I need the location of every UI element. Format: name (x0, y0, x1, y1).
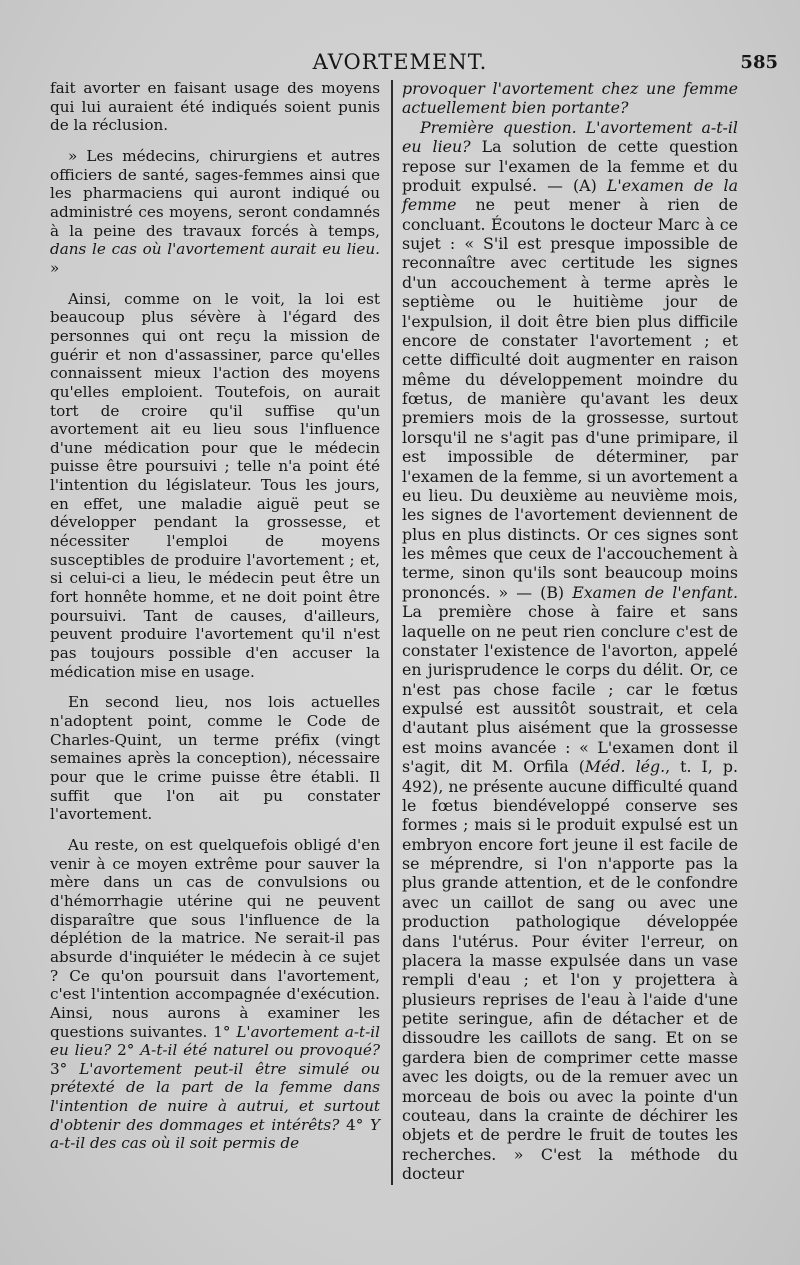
left-column (50, 79, 380, 1153)
paragraph: » Les médecins, chirurgiens et autres officiers de santé, sages-femmes ainsi que les pharmaciens qui auront indiqué ou administré ces moyens, seront condamnés à la peine des travaux forcés à temps, dans le cas où l'avortement aurait eu lieu. » (50, 146, 380, 277)
paragraph: fait avorter en faisant usage des moyens qui lui auraient été indiqués soient punis de la réclusion. (50, 79, 380, 135)
running-head (0, 48, 800, 78)
paragraph: provoquer l'avortement chez une femme actuellement bien portante? (402, 79, 738, 118)
right-column (402, 79, 738, 1183)
paragraph: Au reste, on est quelquefois obligé d'en venir à ce moyen extrême pour sauver la mère dans un cas de convulsions ou d'hémorrhagie utérine qui ne peuvent disparaître que sous l'influence de la déplétion de la matrice. Ne serait-il pas absurde d'inquiéter le médecin à ce sujet ? Ce qu'on poursuit dans l'avortement, c'est l'intention accompagnée d'exécution. Ainsi, nous aurons à examiner les questions suivantes. 1° L'avortement a-t-il eu lieu? 2° A-t-il été naturel ou provoqué? 3° L'avortement peut-il être simulé ou prétexté de la part de la femme dans l'intention de nuire à autrui, et surtout d'obtenir des dommages et intérêts? 4° Y a-t-il des cas où il soit permis de (50, 835, 381, 1153)
paragraph: Ainsi, comme on le voit, la loi est beaucoup plus sévère à l'égard des personnes qui ont reçu la mission de guérir et non d'assassiner, parce qu'elles connaissent mieux l'action des moyens qu'elles emploient. Toutefois, on aurait tort de croire qu'il suffise qu'un avortement ait eu lieu sous l'influence d'une médication pour que le médecin puisse être poursuivi ; telle n'a point été l'intention du législateur. Tous les jours, en effet, une maladie aiguë peut se développer pendant la grossesse, et nécessiter l'emploi de moyens susceptibles de produire l'avortement ; et, si celui-ci a lieu, le médecin peut être un fort honnête homme, et ne doit point être poursuivi. Tant de causes, d'ailleurs, peuvent produire l'avortement qu'il n'est pas toujours possible d'en accuser la médication mise en usage. (50, 289, 380, 681)
paragraph: Première question. L'avortement a-t-il eu lieu? La solution de cette question repose sur l'examen de la femme et du produit expulsé. — (A) L'examen de la femme ne peut mener à rien de concluant. Écoutons le docteur Marc à ce sujet : « S'il est presque impossible de reconnaître avec certitude les signes d'un accouchement à terme après le septième ou le huitième jour de l'expulsion, il doit être bien plus difficile encore de constater l'avortement ; et cette difficulté doit augmenter en raison même du développement moindre du fœtus, de manière qu'avant les deux premiers mois de la grossesse, surtout lorsqu'il ne s'agit pas d'une primipare, il est impossible de déterminer, par l'examen de la femme, si un avortement a eu lieu. Du deuxième au neuvième mois, les signes de l'avortement deviennent de plus en plus distincts. Or ces signes sont les mêmes que ceux de l'accouchement à terme, sinon qu'ils sont beaucoup moins prononcés. » — (B) Examen de l'enfant. La première chose à faire et sans laquelle on ne peut rien conclure c'est de constater l'existence de l'avorton, appelé en jurisprudence le corps du délit. Or, ce n'est pas chose facile ; car le fœtus expulsé est aussitôt soustrait, et cela d'autant plus aisément que la grossesse est moins avancée : « L'examen dont il s'agit, dit M. Orfila (Méd. lég., t. I, p. 492), ne présente aucune difficulté quand le fœtus biendéveloppé conserve ses formes ; mais si le produit expulsé est un embryon encore fort jeune il est facile de se méprendre, si l'on n'apporte pas la plus grande attention, et de le confondre avec un caillot de sang ou avec une production pathologique développée dans l'utérus. Pour éviter l'erreur, on placera la masse expulsée dans un vase rempli d'eau ; et l'on y projettera à plusieurs reprises de l'eau à l'aide d'une petite seringue, afin de détacher et de dissoudre les caillots de sang. Et on se gardera bien de comprimer cette masse avec les doigts, ou de la remuer avec un morceau de bois ou avec la pointe d'un couteau, dans la crainte de déchirer les objets et de perdre le fruit de toutes les recherches. » C'est la méthode du docteur (402, 117, 738, 1183)
paragraph: En second lieu, nos lois actuelles n'adoptent point, comme le Code de Charles-Quint, un terme préfix (vingt semaines après la conception), nécessaire pour que le crime puisse être établi. Il suffit que l'on ait pu constater l'avortement. (50, 693, 380, 824)
column-rule (391, 80, 393, 1185)
page-number: 585 (740, 52, 778, 73)
running-title: AVORTEMENT. (312, 50, 488, 74)
